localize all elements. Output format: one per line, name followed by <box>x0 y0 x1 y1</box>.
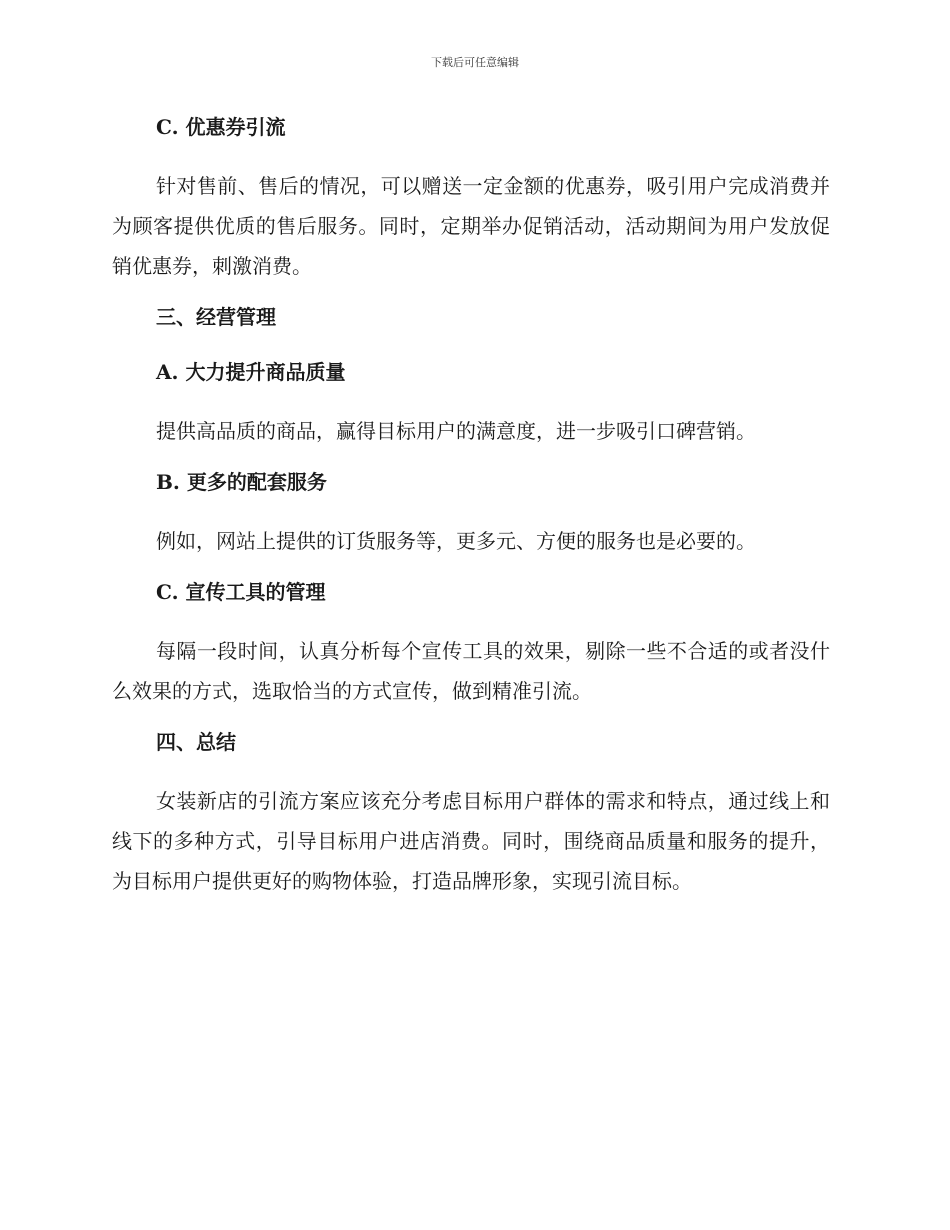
section-heading-summary: 四、总结 <box>156 730 236 754</box>
section-heading-management: 三、经营管理 <box>156 305 276 329</box>
paragraph-summary: 女装新店的引流方案应该充分考虑目标用户群体的需求和特点，通过线上和线下的多种方式，引导目标用户进店消费。同时，围绕商品质量和服务的提升，为目标用户提供更好的购物体验，打造品牌形象，实现引流目标。 <box>112 789 830 893</box>
subheading-product-quality: A. 大力提升商品质量 <box>156 360 346 384</box>
subheading-promo-tools: C. 宣传工具的管理 <box>156 580 326 604</box>
paragraph-services: 例如，网站上提供的订货服务等，更多元、方便的服务也是必要的。 <box>156 529 756 553</box>
page-header-note: 下载后可任意编辑 <box>431 56 519 69</box>
paragraph-coupon: 针对售前、售后的情况，可以赠送一定金额的优惠券，吸引用户完成消费并为顾客提供优质的售后服务。同时，定期举办促销活动，活动期间为用户发放促销优惠券，刺激消费。 <box>112 174 830 278</box>
document-body <box>112 111 830 916</box>
paragraph-promo-tools: 每隔一段时间，认真分析每个宣传工具的效果，剔除一些不合适的或者没什么效果的方式，选取恰当的方式宣传，做到精准引流。 <box>112 639 830 703</box>
subheading-services: B. 更多的配套服务 <box>156 470 327 494</box>
section-heading-coupon: C. 优惠券引流 <box>156 115 286 139</box>
paragraph-product-quality: 提供高品质的商品，赢得目标用户的满意度，进一步吸引口碑营销。 <box>156 419 756 443</box>
